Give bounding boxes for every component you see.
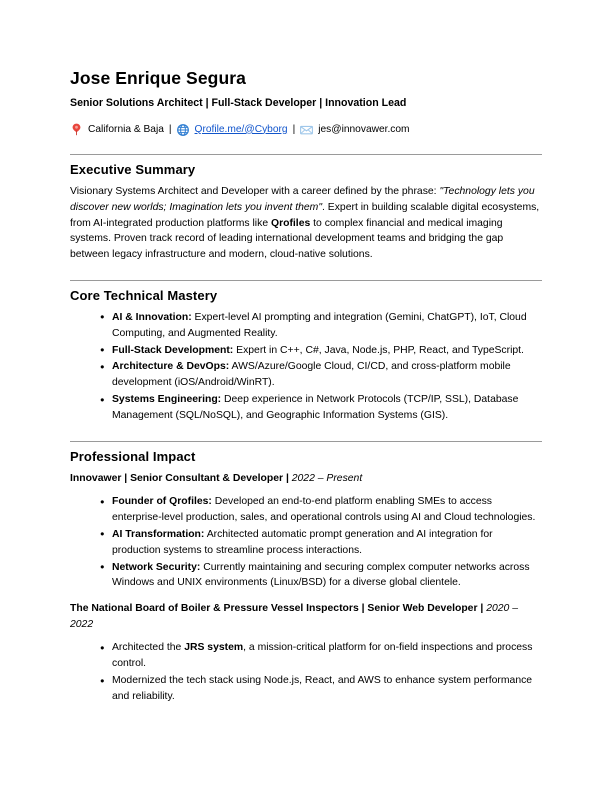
contact-website-link[interactable]: Qrofile.me/@Cyborg (194, 123, 288, 135)
bullet-text: Developed an end-to-end platform enabling SMEs to access enterprise-level production, sales, and operational controls using AI and Cloud technologies. (112, 496, 536, 524)
bullet-lead: Full-Stack Development: (112, 344, 234, 356)
summary-part-2: . Expert in building scalable digital ecosystems, from AI-integrated production platforms like (70, 201, 540, 229)
bullet-lead: Systems Engineering: (112, 394, 222, 406)
bullet-text: Deep experience in Network Protocols (TCP/IP, SSL), Database Management (SQL/NoSQL), and Geographic Information Systems (GIS). (112, 394, 519, 421)
job-title-line: Innovawer | Senior Consultant & Developer | (70, 472, 292, 484)
job-title-line: The National Board of Boiler & Pressure Vessel Inspectors | Senior Web Developer | (70, 603, 487, 615)
candidate-name: Jose Enrique Segura (70, 68, 246, 88)
resume-header (70, 68, 542, 137)
envelope-icon (300, 123, 313, 136)
bullet-lead: Architecture & DevOps: (112, 361, 230, 373)
list-item (70, 310, 542, 342)
bullet-prefix: Architected the (112, 642, 185, 654)
contact-separator-1: | (168, 123, 172, 135)
section-title-core-technical-mastery: Core Technical Mastery (70, 287, 218, 303)
bullet-lead: Founder of Qrofiles: (112, 496, 212, 508)
contact-website[interactable] (177, 123, 288, 137)
bullet-text: AWS/Azure/Google Cloud, CI/CD, and cross-platform mobile development (iOS/Android/WinRT). (112, 361, 511, 389)
bullet-text: Expert in C++, C#, Java, Node.js, PHP, React, and TypeScript. (233, 344, 524, 356)
executive-summary-paragraph (70, 184, 542, 263)
contact-location-text: California & Baja (88, 123, 164, 135)
bullet-lead: Network Security: (112, 561, 201, 573)
list-item (70, 640, 542, 672)
job-achievements-list (70, 640, 542, 704)
job-dates: 2022 – Present (291, 472, 363, 484)
contact-email-text[interactable]: jes@innovawer.com (318, 123, 410, 135)
section-executive-summary (70, 154, 542, 263)
job-achievements-list (70, 494, 542, 591)
list-item (70, 392, 542, 424)
section-title-executive-summary: Executive Summary (70, 161, 196, 177)
core-skills-list (70, 310, 542, 424)
summary-quote: "Technology lets you discover new worlds; Imagination lets you invent them" (70, 185, 535, 213)
summary-part-1: Visionary Systems Architect and Developer with a career defined by the phrase: (70, 185, 440, 197)
bullet-lead: AI & Innovation: (112, 311, 192, 323)
bullet-lead: AI Transformation: (112, 528, 205, 540)
globe-icon (177, 123, 190, 136)
bullet-text: , a mission-critical platform for on-field inspections and process control. (112, 642, 533, 670)
job-heading (70, 471, 542, 487)
section-professional-impact (70, 441, 542, 705)
bullet-text: Currently maintaining and securing complex computer networks across Windows and UNIX environments (Linux/BSD) for a diverse global clientele. (112, 561, 530, 589)
list-item (70, 494, 542, 526)
job-dates: 2020 – 2022 (70, 603, 518, 630)
list-item (70, 673, 542, 705)
summary-part-3: to complex financial and medical imaging systems. Proven track record of leading international development teams and bridging the gap between legacy infrastructure and modern, cloud-native solutions. (70, 217, 504, 261)
job-entry (70, 601, 542, 704)
bullet-text: Expert-level AI prompting and integration (Gemini, ChatGPT), IoT, Cloud Computing, and Augmented Reality. (112, 311, 527, 339)
bullet-lead: JRS system (184, 642, 244, 654)
section-divider (70, 280, 542, 281)
list-item (70, 359, 542, 391)
map-pin-icon (70, 123, 83, 136)
bullet-prefix: Modernized the tech stack using Node.js, React, and AWS to enhance system performance and reliability. (112, 675, 533, 702)
section-title-professional-impact: Professional Impact (70, 448, 196, 464)
contact-email[interactable] (300, 123, 409, 137)
contact-separator-2: | (292, 123, 296, 135)
bullet-text: Architected automatic prompt generation and AI integration for production systems to streamline process interactions. (112, 528, 493, 556)
summary-bold-term: Qrofiles (270, 217, 311, 229)
list-item (70, 560, 542, 592)
section-core-technical-mastery (70, 280, 542, 424)
list-item (70, 343, 542, 359)
section-divider (70, 441, 542, 442)
job-entry (70, 471, 542, 591)
candidate-tagline: Senior Solutions Architect | Full-Stack Developer | Innovation Lead (70, 96, 407, 109)
contact-location (70, 123, 164, 137)
job-heading (70, 601, 542, 632)
contact-line (70, 123, 542, 137)
list-item (70, 527, 542, 559)
section-divider (70, 154, 542, 155)
